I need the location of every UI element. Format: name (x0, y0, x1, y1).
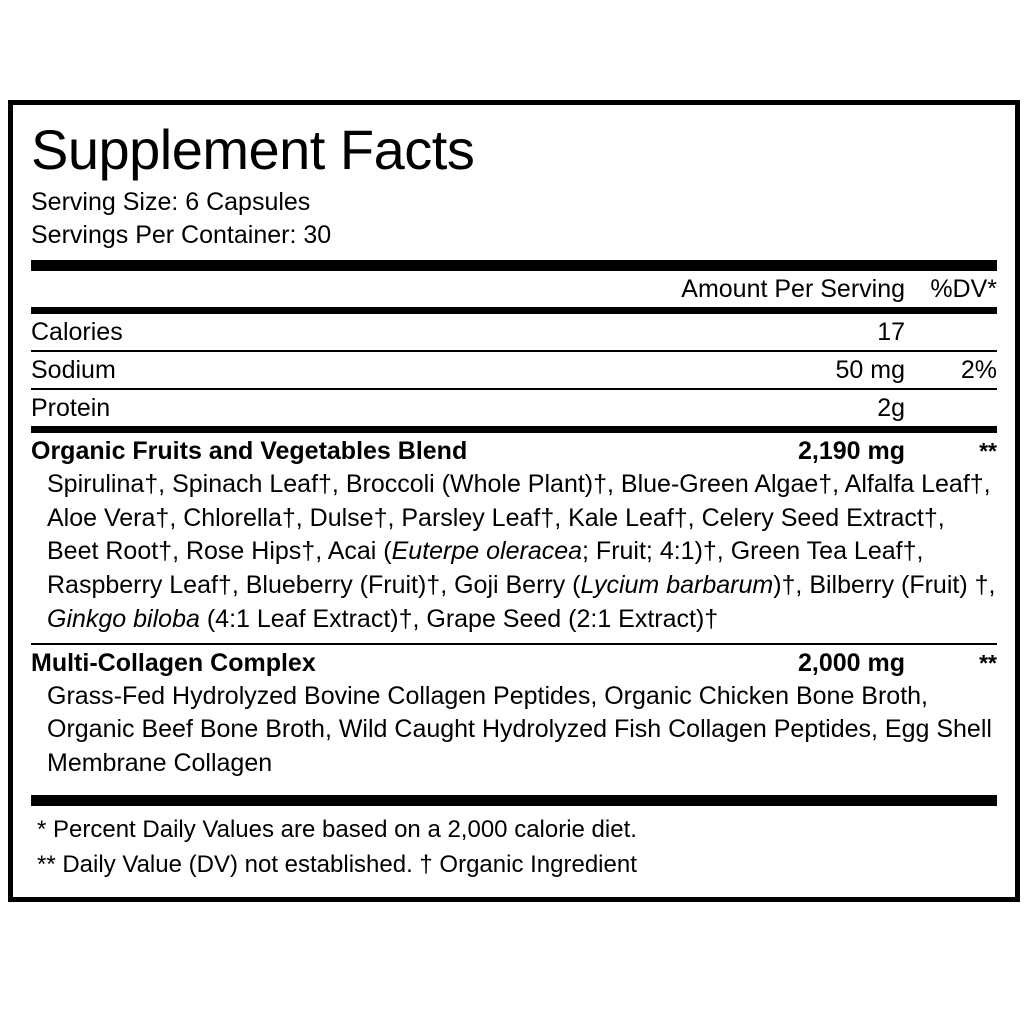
blend-ingredients: Spirulina†, Spinach Leaf†, Broccoli (Whole Plant)†, Blue-Green Algae†, Alfalfa Leaf†, Aloe Vera†, Chlorella†, Dulse†, Parsley Leaf†, Kale Leaf†, Celery Seed Extract†, Beet Root†, Rose Hips†, Acai (Euterpe oleracea; Fruit; 4:1)†, Green Tea Leaf†, Raspberry Leaf†, Blueberry (Fruit)†, Goji Berry (Lycium barbarum)†, Bilberry (Fruit) †, Ginkgo biloba (4:1 Leaf Extract)†, Grape Seed (2:1 Extract)† (47, 469, 996, 633)
blend-name: Multi-Collagen Complex (31, 648, 316, 677)
blend-name: Organic Fruits and Vegetables Blend (31, 436, 468, 465)
blend-header-row (31, 645, 997, 680)
header-amount-per-serving: Amount Per Serving (681, 274, 905, 303)
nutrient-name: Protein (31, 393, 111, 422)
nutrient-name: Sodium (31, 355, 116, 384)
header-daily-value: %DV* (930, 274, 997, 303)
divider-thick-top (31, 260, 997, 271)
blend-header-row (31, 433, 997, 468)
nutrient-name: Calories (31, 317, 123, 346)
blend-ingredients: Grass-Fed Hydrolyzed Bovine Collagen Peptides, Organic Chicken Bone Broth, Organic Beef Bone Broth, Wild Caught Hydrolyzed Fish Collagen Peptides, Egg Shell Membrane Collagen (47, 681, 992, 778)
nutrient-daily-value: 2% (960, 355, 997, 384)
nutrient-amount: 50 mg (835, 355, 905, 384)
footnote-daily-value: * Percent Daily Values are based on a 2,000 calorie diet. (37, 815, 637, 843)
blend-amount: 2,000 mg (797, 648, 905, 677)
table-row (31, 314, 997, 350)
table-row (31, 390, 997, 426)
table-header-row (31, 271, 997, 307)
footnote-dv-not-established: ** Daily Value (DV) not established. † Organic Ingredient (37, 851, 637, 879)
table-row (31, 352, 997, 388)
nutrient-amount: 17 (877, 317, 905, 346)
blend-amount: 2,190 mg (797, 436, 905, 465)
supplement-facts-panel (8, 100, 1020, 902)
blend-daily-value: ** (979, 649, 997, 676)
footnotes (31, 806, 997, 883)
blend-daily-value: ** (979, 437, 997, 464)
divider-under-header (31, 307, 997, 314)
page-title: Supplement Facts (31, 118, 475, 181)
divider-thick-bottom (31, 795, 997, 806)
divider-above-blends (31, 426, 997, 433)
serving-size: Serving Size: 6 Capsules (31, 187, 311, 216)
nutrient-amount: 2g (877, 393, 905, 422)
servings-per-container: Servings Per Container: 30 (31, 220, 332, 249)
